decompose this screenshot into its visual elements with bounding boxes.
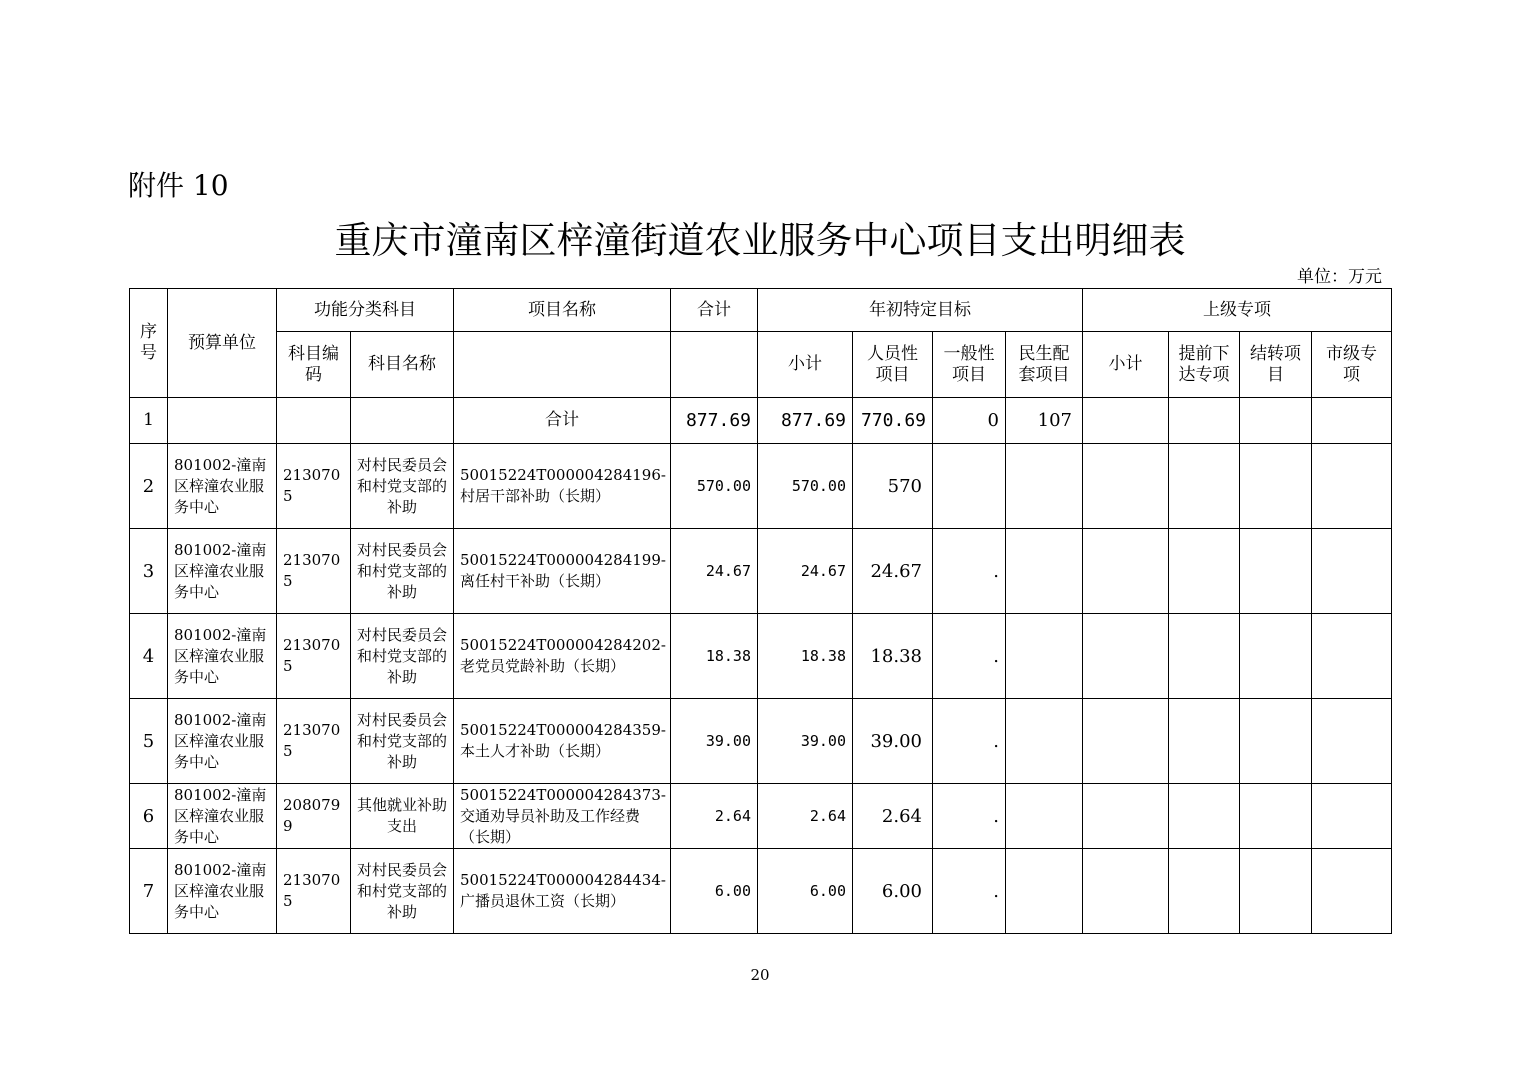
cell-seq: 2 <box>130 444 168 529</box>
cell-subtotal: 24.67 <box>758 529 853 614</box>
cell-code <box>277 398 351 444</box>
cell-seq: 6 <box>130 784 168 849</box>
cell-livelihood <box>1006 699 1083 784</box>
cell-carryover <box>1240 444 1312 529</box>
cell-subject-code: 2130705 <box>277 444 351 529</box>
cell-advance <box>1169 849 1240 934</box>
cell-budget-unit: 801002-潼南区梓潼农业服务中心 <box>168 784 277 849</box>
table-row <box>130 849 1392 934</box>
cell-empty <box>1083 398 1169 444</box>
cell-project-name: 50015224T000004284373-交通劝导员补助及工作经费（长期） <box>454 784 671 849</box>
cell-advance <box>1169 699 1240 784</box>
cell-subject-name: 对村民委员会和村党支部的补助 <box>351 614 454 699</box>
cell-total: 570.00 <box>671 444 758 529</box>
cell-subtotal: 570.00 <box>758 444 853 529</box>
cell-budget-unit: 801002-潼南区梓潼农业服务中心 <box>168 614 277 699</box>
cell-unit <box>168 398 277 444</box>
header-annual-target: 年初特定目标 <box>758 289 1083 332</box>
cell-total-label: 合计 <box>454 398 671 444</box>
cell-seq: 7 <box>130 849 168 934</box>
cell-empty <box>1169 398 1240 444</box>
cell-subtotal: 2.64 <box>758 784 853 849</box>
table-row <box>130 614 1392 699</box>
page-title: 重庆市潼南区梓潼街道农业服务中心项目支出明细表 <box>334 219 1186 262</box>
cell-empty <box>1240 398 1312 444</box>
header-subject-code: 科目编码 <box>277 332 351 398</box>
cell-seq: 5 <box>130 699 168 784</box>
cell-subject-name: 对村民委员会和村党支部的补助 <box>351 444 454 529</box>
cell-project-name: 50015224T000004284199-离任村干补助（长期） <box>454 529 671 614</box>
unit-label: 单位：万元 <box>1297 267 1382 287</box>
table-row-total <box>130 398 1392 444</box>
cell-personnel: 2.64 <box>853 784 933 849</box>
cell-higher-subtotal <box>1083 444 1169 529</box>
cell-project-name: 50015224T000004284196-村居干部补助（长期） <box>454 444 671 529</box>
cell-subtotal: 6.00 <box>758 849 853 934</box>
cell-higher-subtotal <box>1083 784 1169 849</box>
cell-city-special <box>1312 699 1392 784</box>
cell-subject-code: 2130705 <box>277 614 351 699</box>
cell-general: . <box>933 614 1006 699</box>
cell-total: 24.67 <box>671 529 758 614</box>
table-row <box>130 699 1392 784</box>
cell-project-name: 50015224T000004284202-老党员党龄补助（长期） <box>454 614 671 699</box>
header-seq: 序号 <box>130 289 168 398</box>
header-subtotal: 小计 <box>758 332 853 398</box>
cell-higher-subtotal <box>1083 614 1169 699</box>
cell-carryover <box>1240 614 1312 699</box>
cell-total: 39.00 <box>671 699 758 784</box>
header-total: 合计 <box>671 289 758 332</box>
header-general: 一般性项目 <box>933 332 1006 398</box>
header-livelihood: 民生配套项目 <box>1006 332 1083 398</box>
cell-carryover <box>1240 529 1312 614</box>
cell-subtotal: 877.69 <box>758 398 853 444</box>
cell-livelihood <box>1006 614 1083 699</box>
cell-subject <box>351 398 454 444</box>
cell-advance <box>1169 784 1240 849</box>
cell-carryover <box>1240 784 1312 849</box>
cell-general: 0 <box>933 398 1006 444</box>
header-total-blank <box>671 332 758 398</box>
cell-higher-subtotal <box>1083 699 1169 784</box>
cell-general: . <box>933 849 1006 934</box>
cell-subject-name: 其他就业补助支出 <box>351 784 454 849</box>
cell-subject-code: 2130705 <box>277 849 351 934</box>
cell-carryover <box>1240 699 1312 784</box>
cell-higher-subtotal <box>1083 849 1169 934</box>
cell-general: . <box>933 699 1006 784</box>
cell-carryover <box>1240 849 1312 934</box>
page-number: 20 <box>750 966 770 984</box>
cell-city-special <box>1312 614 1392 699</box>
expenditure-table <box>129 288 1392 934</box>
cell-subject-name: 对村民委员会和村党支部的补助 <box>351 849 454 934</box>
cell-project-name: 50015224T000004284359-本土人才补助（长期） <box>454 699 671 784</box>
cell-subtotal: 18.38 <box>758 614 853 699</box>
cell-project-name: 50015224T000004284434-广播员退休工资（长期） <box>454 849 671 934</box>
attachment-label: 附件 10 <box>128 169 229 202</box>
cell-personnel: 570 <box>853 444 933 529</box>
cell-livelihood <box>1006 444 1083 529</box>
cell-total: 877.69 <box>671 398 758 444</box>
table-row <box>130 784 1392 849</box>
cell-total: 18.38 <box>671 614 758 699</box>
cell-personnel: 18.38 <box>853 614 933 699</box>
header-subject-name: 科目名称 <box>351 332 454 398</box>
cell-higher-subtotal <box>1083 529 1169 614</box>
cell-advance <box>1169 529 1240 614</box>
table-row <box>130 529 1392 614</box>
cell-general: . <box>933 529 1006 614</box>
cell-personnel: 39.00 <box>853 699 933 784</box>
cell-budget-unit: 801002-潼南区梓潼农业服务中心 <box>168 699 277 784</box>
cell-livelihood <box>1006 529 1083 614</box>
cell-budget-unit: 801002-潼南区梓潼农业服务中心 <box>168 849 277 934</box>
cell-total: 2.64 <box>671 784 758 849</box>
cell-subject-name: 对村民委员会和村党支部的补助 <box>351 529 454 614</box>
cell-city-special <box>1312 444 1392 529</box>
cell-subject-code: 2130705 <box>277 699 351 784</box>
cell-city-special <box>1312 849 1392 934</box>
header-advance: 提前下达专项 <box>1169 332 1240 398</box>
cell-seq: 1 <box>130 398 168 444</box>
cell-subject-code: 2130705 <box>277 529 351 614</box>
cell-general <box>933 444 1006 529</box>
cell-budget-unit: 801002-潼南区梓潼农业服务中心 <box>168 444 277 529</box>
header-higher-subtotal: 小计 <box>1083 332 1169 398</box>
cell-personnel: 770.69 <box>853 398 933 444</box>
cell-total: 6.00 <box>671 849 758 934</box>
header-carryover: 结转项目 <box>1240 332 1312 398</box>
header-city-special: 市级专项 <box>1312 332 1392 398</box>
cell-city-special <box>1312 784 1392 849</box>
cell-seq: 4 <box>130 614 168 699</box>
cell-advance <box>1169 444 1240 529</box>
table-row <box>130 444 1392 529</box>
cell-livelihood <box>1006 849 1083 934</box>
cell-city-special <box>1312 529 1392 614</box>
cell-livelihood: 107 <box>1006 398 1083 444</box>
cell-general: . <box>933 784 1006 849</box>
cell-livelihood <box>1006 784 1083 849</box>
header-higher-special: 上级专项 <box>1083 289 1392 332</box>
cell-personnel: 24.67 <box>853 529 933 614</box>
header-budget-unit: 预算单位 <box>168 289 277 398</box>
cell-subject-name: 对村民委员会和村党支部的补助 <box>351 699 454 784</box>
header-personnel: 人员性项目 <box>853 332 933 398</box>
cell-personnel: 6.00 <box>853 849 933 934</box>
header-func-class: 功能分类科目 <box>277 289 454 332</box>
cell-seq: 3 <box>130 529 168 614</box>
header-project-name: 项目名称 <box>454 289 671 332</box>
cell-subtotal: 39.00 <box>758 699 853 784</box>
header-project-name-blank <box>454 332 671 398</box>
cell-empty <box>1312 398 1392 444</box>
cell-subject-code: 2080799 <box>277 784 351 849</box>
cell-budget-unit: 801002-潼南区梓潼农业服务中心 <box>168 529 277 614</box>
cell-advance <box>1169 614 1240 699</box>
